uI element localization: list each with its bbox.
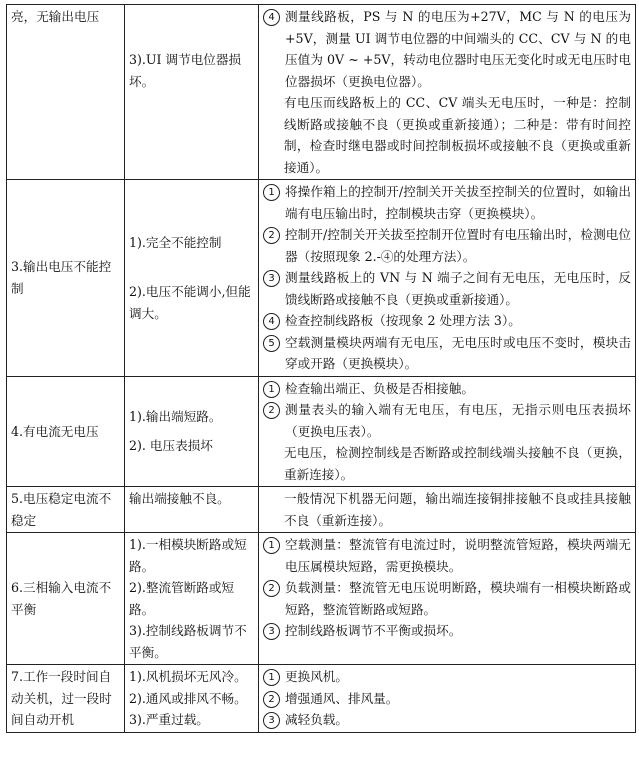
fault-symptom: 7.工作一段时间自动关机，过一段时间自动开机 — [11, 669, 112, 727]
table-body — [7, 5, 636, 733]
step-number: 3 — [263, 270, 280, 287]
solution-step — [263, 709, 631, 731]
fault-symptom: 亮，无输出电压 — [11, 9, 100, 24]
step-number: 1 — [263, 184, 280, 201]
fault-cause: 2).电压不能调小,但能调大。 — [129, 284, 251, 321]
spacer — [129, 253, 254, 281]
step-number: 2 — [263, 402, 280, 419]
step-number: 1 — [263, 381, 280, 398]
solution-step — [263, 181, 631, 224]
fault-cause: 3).严重过载。 — [129, 712, 209, 727]
fault-cause: 输出端接触不良。 — [129, 491, 230, 506]
step-text: 增强通风、排风量。 — [285, 690, 399, 706]
fault-cause: 2). 电压表损坏 — [129, 438, 213, 454]
solution-step — [263, 378, 631, 400]
fault-cause-cell — [125, 5, 259, 180]
solution-cell — [259, 665, 636, 733]
solution-step — [263, 332, 631, 375]
solution-step — [263, 442, 631, 485]
fault-cause: 2).整流管断路或短路。 — [129, 580, 235, 617]
step-number: 4 — [263, 9, 280, 26]
table-row — [7, 665, 636, 733]
fault-cause-cell — [125, 376, 259, 487]
step-number: 2 — [263, 691, 280, 708]
fault-symptom-cell — [7, 487, 125, 533]
fault-cause-cell — [125, 533, 259, 665]
step-text: 无电压，检测控制线是否断路或控制线端头接触不良（更换，重新连接）。 — [284, 445, 631, 482]
fault-symptom: 6.三相输入电流不平衡 — [11, 580, 112, 617]
fault-cause: 1).一相模块断路或短路。 — [129, 537, 247, 574]
step-number: 4 — [263, 313, 280, 330]
table-row — [7, 376, 636, 487]
step-text: 空载测量：整流管有电流过时，说明整流管短路，模块两端无电压属模块短路，需更换模块。 — [285, 537, 631, 574]
fault-cause: 1).完全不能控制 — [129, 234, 222, 250]
table-row — [7, 180, 636, 377]
solution-step — [263, 488, 631, 531]
solution-step — [263, 666, 631, 688]
step-text: 测量表头的输入端有无电压，有电压，无指示则电压表损坏（更换电压表）。 — [285, 402, 631, 439]
solution-step — [263, 310, 631, 332]
fault-cause-cell — [125, 487, 259, 533]
step-text: 测量线路板，PS 与 N 的电压为+27V，MC 与 N 的电压为+5V，测量 UI 调节电位器的中间端头的 CC、CV 与 N 的电压值为 0V ~ +5V，转动电位器时电压无变化时或无电压时电位器损坏（更换电位器）。 — [285, 9, 631, 89]
step-number: 1 — [263, 537, 280, 554]
solution-step — [263, 577, 631, 620]
fault-symptom: 5.电压稳定电流不稳定 — [11, 491, 112, 528]
step-text: 检查输出端正、负极是否相接触。 — [285, 380, 474, 396]
fault-symptom-cell — [7, 180, 125, 377]
fault-symptom-cell — [7, 533, 125, 665]
spacer — [129, 427, 254, 435]
fault-cause: 3).控制线路板调节不平衡。 — [129, 623, 247, 660]
fault-symptom-cell — [7, 5, 125, 180]
solution-step — [263, 399, 631, 442]
step-text: 测量线路板上的 VN 与 N 端子之间有无电压，无电压时，反馈线断路或接触不良（更换或重新接通）。 — [285, 270, 631, 307]
step-text: 将操作箱上的控制开/控制关开关拔至控制关的位置时，如输出端有电压输出时，控制模块击穿（更换模块）。 — [285, 184, 631, 221]
step-number: 2 — [263, 580, 280, 597]
solution-cell — [259, 487, 636, 533]
fault-cause: 3).UI 调节电位器损坏。 — [129, 52, 242, 89]
step-text: 空载测量模块两端有无电压，无电压时或电压不变时，模块击穿或开路（更换模块）。 — [285, 334, 631, 371]
step-text: 控制线路板调节不平衡或损坏。 — [285, 623, 462, 638]
step-number: 2 — [263, 227, 280, 244]
table-row — [7, 5, 636, 180]
table-row — [7, 487, 636, 533]
solution-step — [263, 92, 631, 178]
fault-cause-cell — [125, 180, 259, 377]
fault-cause: 1).输出端短路。 — [129, 408, 222, 424]
fault-symptom: 3.输出电压不能控制 — [11, 259, 112, 296]
fault-symptom: 4.有电流无电压 — [11, 423, 99, 439]
solution-step — [263, 688, 631, 710]
step-text: 更换风机。 — [285, 669, 348, 684]
solution-step — [263, 620, 631, 642]
fault-symptom-cell — [7, 665, 125, 733]
fault-cause-cell — [125, 665, 259, 733]
step-text: 检查控制线路板（按现象 2 处理方法 3）。 — [285, 313, 521, 328]
step-text: 一般情况下机器无问题，输出端连接铜排接触不良或挂具接触不良（重新连接）。 — [284, 491, 631, 528]
solution-step — [263, 534, 631, 577]
step-text: 控制开/控制关开关拔至控制开位置时有电压输出时，检测电位器（按照现象 2.-④的处理方法）。 — [285, 227, 631, 264]
solution-cell — [259, 376, 636, 487]
step-number: 3 — [263, 712, 280, 729]
solution-step — [263, 224, 631, 267]
step-text: 负载测量：整流管无电压说明断路，模块端有一相模块断路或短路，整流管断路或短路。 — [285, 580, 631, 617]
troubleshooting-table — [6, 4, 636, 733]
solution-cell — [259, 533, 636, 665]
solution-cell — [259, 180, 636, 377]
fault-cause: 2).通风或排风不畅。 — [129, 690, 247, 706]
step-number: 1 — [263, 669, 280, 686]
solution-cell — [259, 5, 636, 180]
step-number: 5 — [263, 335, 280, 352]
solution-step — [263, 6, 631, 92]
fault-cause: 1).风机损坏无风冷。 — [129, 669, 247, 684]
step-text: 减轻负载。 — [285, 712, 348, 727]
table-row — [7, 533, 636, 665]
step-text: 有电压而线路板上的 CC、CV 端头无电压时，一种是：控制线断路或接触不良（更换或重新接通）；二种是：带有时间控制，检查时继电器或时间控制板损坏或接触不良（更换或重新接通）。 — [284, 95, 631, 175]
fault-symptom-cell — [7, 376, 125, 487]
solution-step — [263, 267, 631, 310]
step-number: 3 — [263, 623, 280, 640]
